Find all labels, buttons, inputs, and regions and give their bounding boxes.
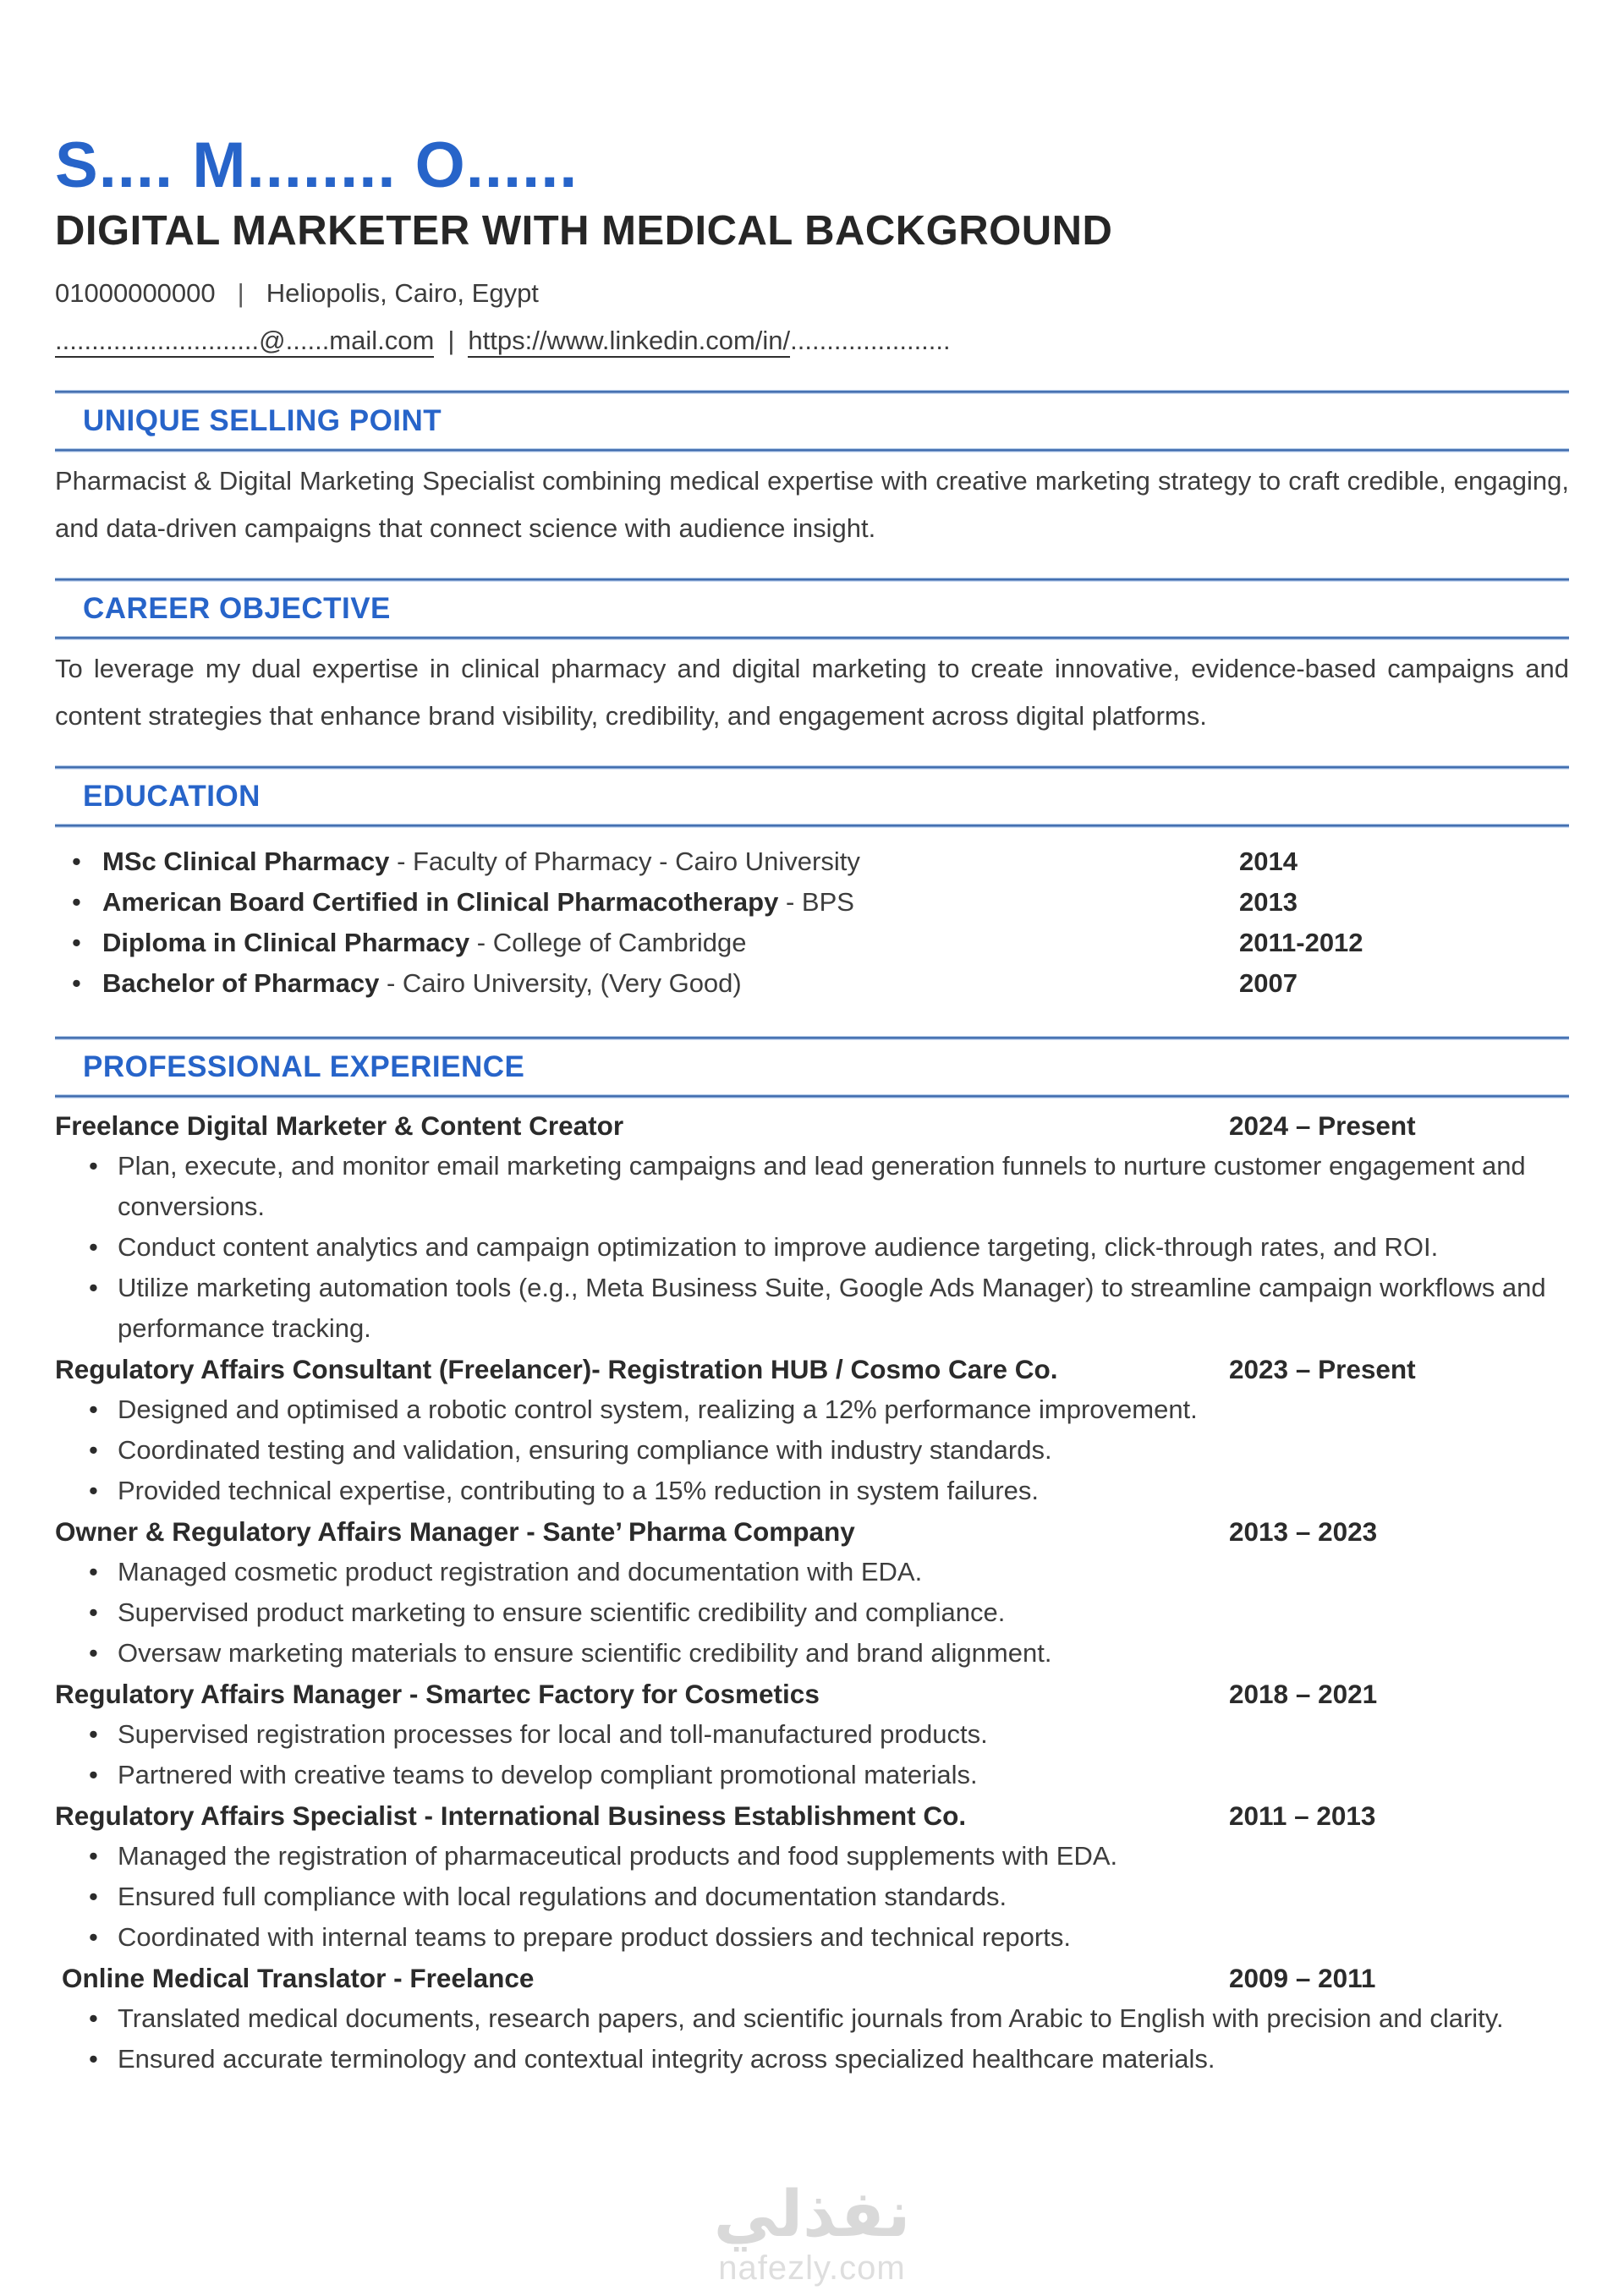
degree-details: - Cairo University, (Very Good): [386, 968, 742, 999]
job-title: Regulatory Affairs Specialist - International Business Establishment Co.: [55, 1800, 967, 1832]
section-rule: [55, 578, 1569, 582]
experience-list: [55, 1105, 1569, 2080]
bullet-icon: •: [72, 847, 81, 877]
section-professional-experience: [55, 1036, 1569, 2080]
job-entry: [55, 1674, 1569, 1795]
job-dates: 2011 – 2013: [1229, 1800, 1376, 1832]
job-bullet-text: Managed the registration of pharmaceutical products and food supplements with EDA.: [118, 1841, 1118, 1871]
job-bullet: [55, 1633, 1569, 1674]
section-rule: [55, 390, 1569, 394]
phone-number: 01000000000: [55, 278, 216, 309]
job-bullet-text: Ensured full compliance with local regulations and documentation standards.: [118, 1882, 1007, 1912]
job-entry: [55, 1349, 1569, 1511]
job-header: [55, 1674, 1569, 1714]
bullet-icon: •: [89, 1395, 98, 1425]
job-dates: 2023 – Present: [1229, 1354, 1416, 1385]
candidate-title: DIGITAL MARKETER WITH MEDICAL BACKGROUND: [55, 207, 1113, 254]
job-bullets: [55, 1836, 1569, 1958]
job-bullets: [55, 1998, 1569, 2080]
job-dates: 2024 – Present: [1229, 1110, 1416, 1142]
bullet-icon: •: [72, 887, 81, 918]
degree-details: - College of Cambridge: [476, 928, 747, 958]
job-bullet-text: Provided technical expertise, contributing to a 15% reduction in system failures.: [118, 1476, 1040, 1506]
education-item: [55, 923, 1569, 963]
job-bullet-text: Ensured accurate terminology and contextual integrity across specialized healthcare materials.: [118, 2044, 1215, 2074]
section-heading-usp: UNIQUE SELLING POINT: [83, 404, 442, 438]
education-text: [102, 882, 1239, 923]
section-heading-objective: CAREER OBJECTIVE: [83, 592, 391, 626]
section-rule: [55, 448, 1569, 452]
job-dates: 2009 – 2011: [1229, 1963, 1376, 1994]
section-unique-selling-point: [55, 390, 1569, 552]
separator-pipe: |: [447, 326, 455, 356]
objective-paragraph: To leverage my dual expertise in clinical pharmacy and digital marketing to create innovative, evidence-based campaigns and content strategies that enhance brand visibility, credibility, and engagement across digital platforms.: [55, 654, 1569, 732]
education-year: 2007: [1239, 968, 1298, 999]
location: Heliopolis, Cairo, Egypt: [266, 278, 539, 309]
job-bullet-text: Supervised registration processes for local and toll-manufactured products.: [118, 1719, 988, 1750]
job-title: Online Medical Translator - Freelance: [62, 1963, 535, 1994]
linkedin-link[interactable]: https://www.linkedin.com/in/: [468, 326, 790, 358]
education-year: 2011-2012: [1239, 928, 1363, 958]
job-entry: [55, 1958, 1569, 2080]
job-title: Regulatory Affairs Manager - Smartec Factory for Cosmetics: [55, 1679, 820, 1710]
section-heading-experience: PROFESSIONAL EXPERIENCE: [83, 1050, 525, 1084]
job-bullet: [55, 1430, 1569, 1471]
job-bullets: [55, 1552, 1569, 1674]
bullet-icon: •: [89, 1273, 98, 1303]
job-dates: 2013 – 2023: [1229, 1516, 1378, 1548]
section-heading-education: EDUCATION: [83, 780, 261, 814]
job-bullets: [55, 1714, 1569, 1795]
job-header: [55, 1105, 1569, 1146]
bullet-icon: •: [89, 1232, 98, 1263]
job-bullet-text: Coordinated with internal teams to prepare product dossiers and technical reports.: [118, 1922, 1071, 1953]
section-rule: [55, 824, 1569, 828]
section-rule: [55, 765, 1569, 770]
bullet-icon: •: [72, 968, 81, 999]
job-header: [55, 1795, 1569, 1836]
job-bullet-text: Designed and optimised a robotic control system, realizing a 12% performance improvement.: [118, 1395, 1198, 1425]
bullet-icon: •: [89, 2003, 98, 2034]
job-entry: [55, 1795, 1569, 1958]
job-bullet-text: Translated medical documents, research papers, and scientific journals from Arabic to English with precision and clarity.: [118, 2003, 1504, 2034]
job-bullet: [55, 1836, 1569, 1877]
bullet-icon: •: [89, 1435, 98, 1466]
bullet-icon: •: [89, 1151, 98, 1181]
job-bullet: [55, 1146, 1569, 1227]
job-bullet-text: Oversaw marketing materials to ensure scientific credibility and brand alignment.: [118, 1638, 1052, 1669]
education-text: [102, 841, 1239, 882]
bullet-icon: •: [89, 1841, 98, 1871]
usp-paragraph: Pharmacist & Digital Marketing Specialist combining medical expertise with creative marketing strategy to craft credible, engaging, and data-driven campaigns that connect science with audience insight.: [55, 466, 1569, 544]
job-bullets: [55, 1389, 1569, 1511]
watermark-domain: nafezly.com: [718, 2249, 906, 2287]
education-year: 2014: [1239, 847, 1298, 877]
job-header: [55, 1958, 1569, 1998]
separator-pipe: |: [237, 278, 244, 309]
job-bullet-text: Plan, execute, and monitor email marketing campaigns and lead generation funnels to nurture customer engagement and conversions.: [118, 1151, 1526, 1222]
job-bullet: [55, 1389, 1569, 1430]
linkedin-trailing-dots: ......................: [790, 326, 951, 356]
job-bullet: [55, 1755, 1569, 1795]
job-entry: [55, 1511, 1569, 1674]
job-title: Regulatory Affairs Consultant (Freelancer)- Registration HUB / Cosmo Care Co.: [55, 1354, 1058, 1385]
education-item: [55, 963, 1569, 1004]
job-title: Freelance Digital Marketer & Content Creator: [55, 1110, 624, 1142]
degree-details: - BPS: [785, 887, 854, 918]
education-year: 2013: [1239, 887, 1298, 918]
bullet-icon: •: [89, 1719, 98, 1750]
job-bullet-text: Supervised product marketing to ensure scientific credibility and compliance.: [118, 1597, 1006, 1628]
contact-line-2: [55, 326, 1569, 356]
bullet-icon: •: [89, 1882, 98, 1912]
job-bullet: [55, 1592, 1569, 1633]
job-bullet: [55, 1552, 1569, 1592]
watermark-arabic-logo: نفذلي: [713, 2176, 911, 2251]
job-bullet: [55, 1227, 1569, 1268]
job-bullet: [55, 1471, 1569, 1511]
job-title: Owner & Regulatory Affairs Manager - Sante’ Pharma Company: [55, 1516, 855, 1548]
candidate-name: S.... M........ O......: [55, 129, 579, 201]
job-bullet-text: Conduct content analytics and campaign optimization to improve audience targeting, click-through rates, and ROI.: [118, 1232, 1439, 1263]
education-item: [55, 841, 1569, 882]
job-entry: [55, 1105, 1569, 1349]
section-education: [55, 765, 1569, 1004]
bullet-icon: •: [89, 1597, 98, 1628]
bullet-icon: •: [89, 1922, 98, 1953]
job-bullet: [55, 1714, 1569, 1755]
bullet-icon: •: [72, 928, 81, 958]
bullet-icon: •: [89, 1557, 98, 1587]
section-rule: [55, 1036, 1569, 1040]
degree-name: MSc Clinical Pharmacy: [102, 847, 390, 877]
job-bullet: [55, 2039, 1569, 2080]
job-header: [55, 1349, 1569, 1389]
bullet-icon: •: [89, 2044, 98, 2074]
education-item: [55, 882, 1569, 923]
contact-line-1: [55, 278, 1569, 309]
job-dates: 2018 – 2021: [1229, 1679, 1378, 1710]
section-career-objective: [55, 578, 1569, 740]
job-bullet-text: Partnered with creative teams to develop compliant promotional materials.: [118, 1760, 978, 1790]
education-list: [55, 841, 1569, 1004]
degree-name: Diploma in Clinical Pharmacy: [102, 928, 470, 958]
job-header: [55, 1511, 1569, 1552]
job-bullet: [55, 1998, 1569, 2039]
email-link[interactable]: ............................@......mail.com: [55, 326, 434, 358]
bullet-icon: •: [89, 1476, 98, 1506]
job-bullet-text: Coordinated testing and validation, ensuring compliance with industry standards.: [118, 1435, 1052, 1466]
bullet-icon: •: [89, 1760, 98, 1790]
bullet-icon: •: [89, 1638, 98, 1669]
watermark: [0, 2176, 1624, 2288]
education-text: [102, 923, 1239, 963]
education-text: [102, 963, 1239, 1004]
job-bullet: [55, 1268, 1569, 1349]
section-rule: [55, 636, 1569, 640]
section-rule: [55, 1094, 1569, 1099]
job-bullet-text: Utilize marketing automation tools (e.g., Meta Business Suite, Google Ads Manager) to streamline campaign workflows and performance tracking.: [118, 1273, 1546, 1344]
degree-name: Bachelor of Pharmacy: [102, 968, 380, 999]
job-bullet-text: Managed cosmetic product registration and documentation with EDA.: [118, 1557, 923, 1587]
degree-name: American Board Certified in Clinical Pharmacotherapy: [102, 887, 779, 918]
job-bullet: [55, 1917, 1569, 1958]
job-bullets: [55, 1146, 1569, 1349]
degree-details: - Faculty of Pharmacy - Cairo University: [397, 847, 860, 877]
job-bullet: [55, 1877, 1569, 1917]
